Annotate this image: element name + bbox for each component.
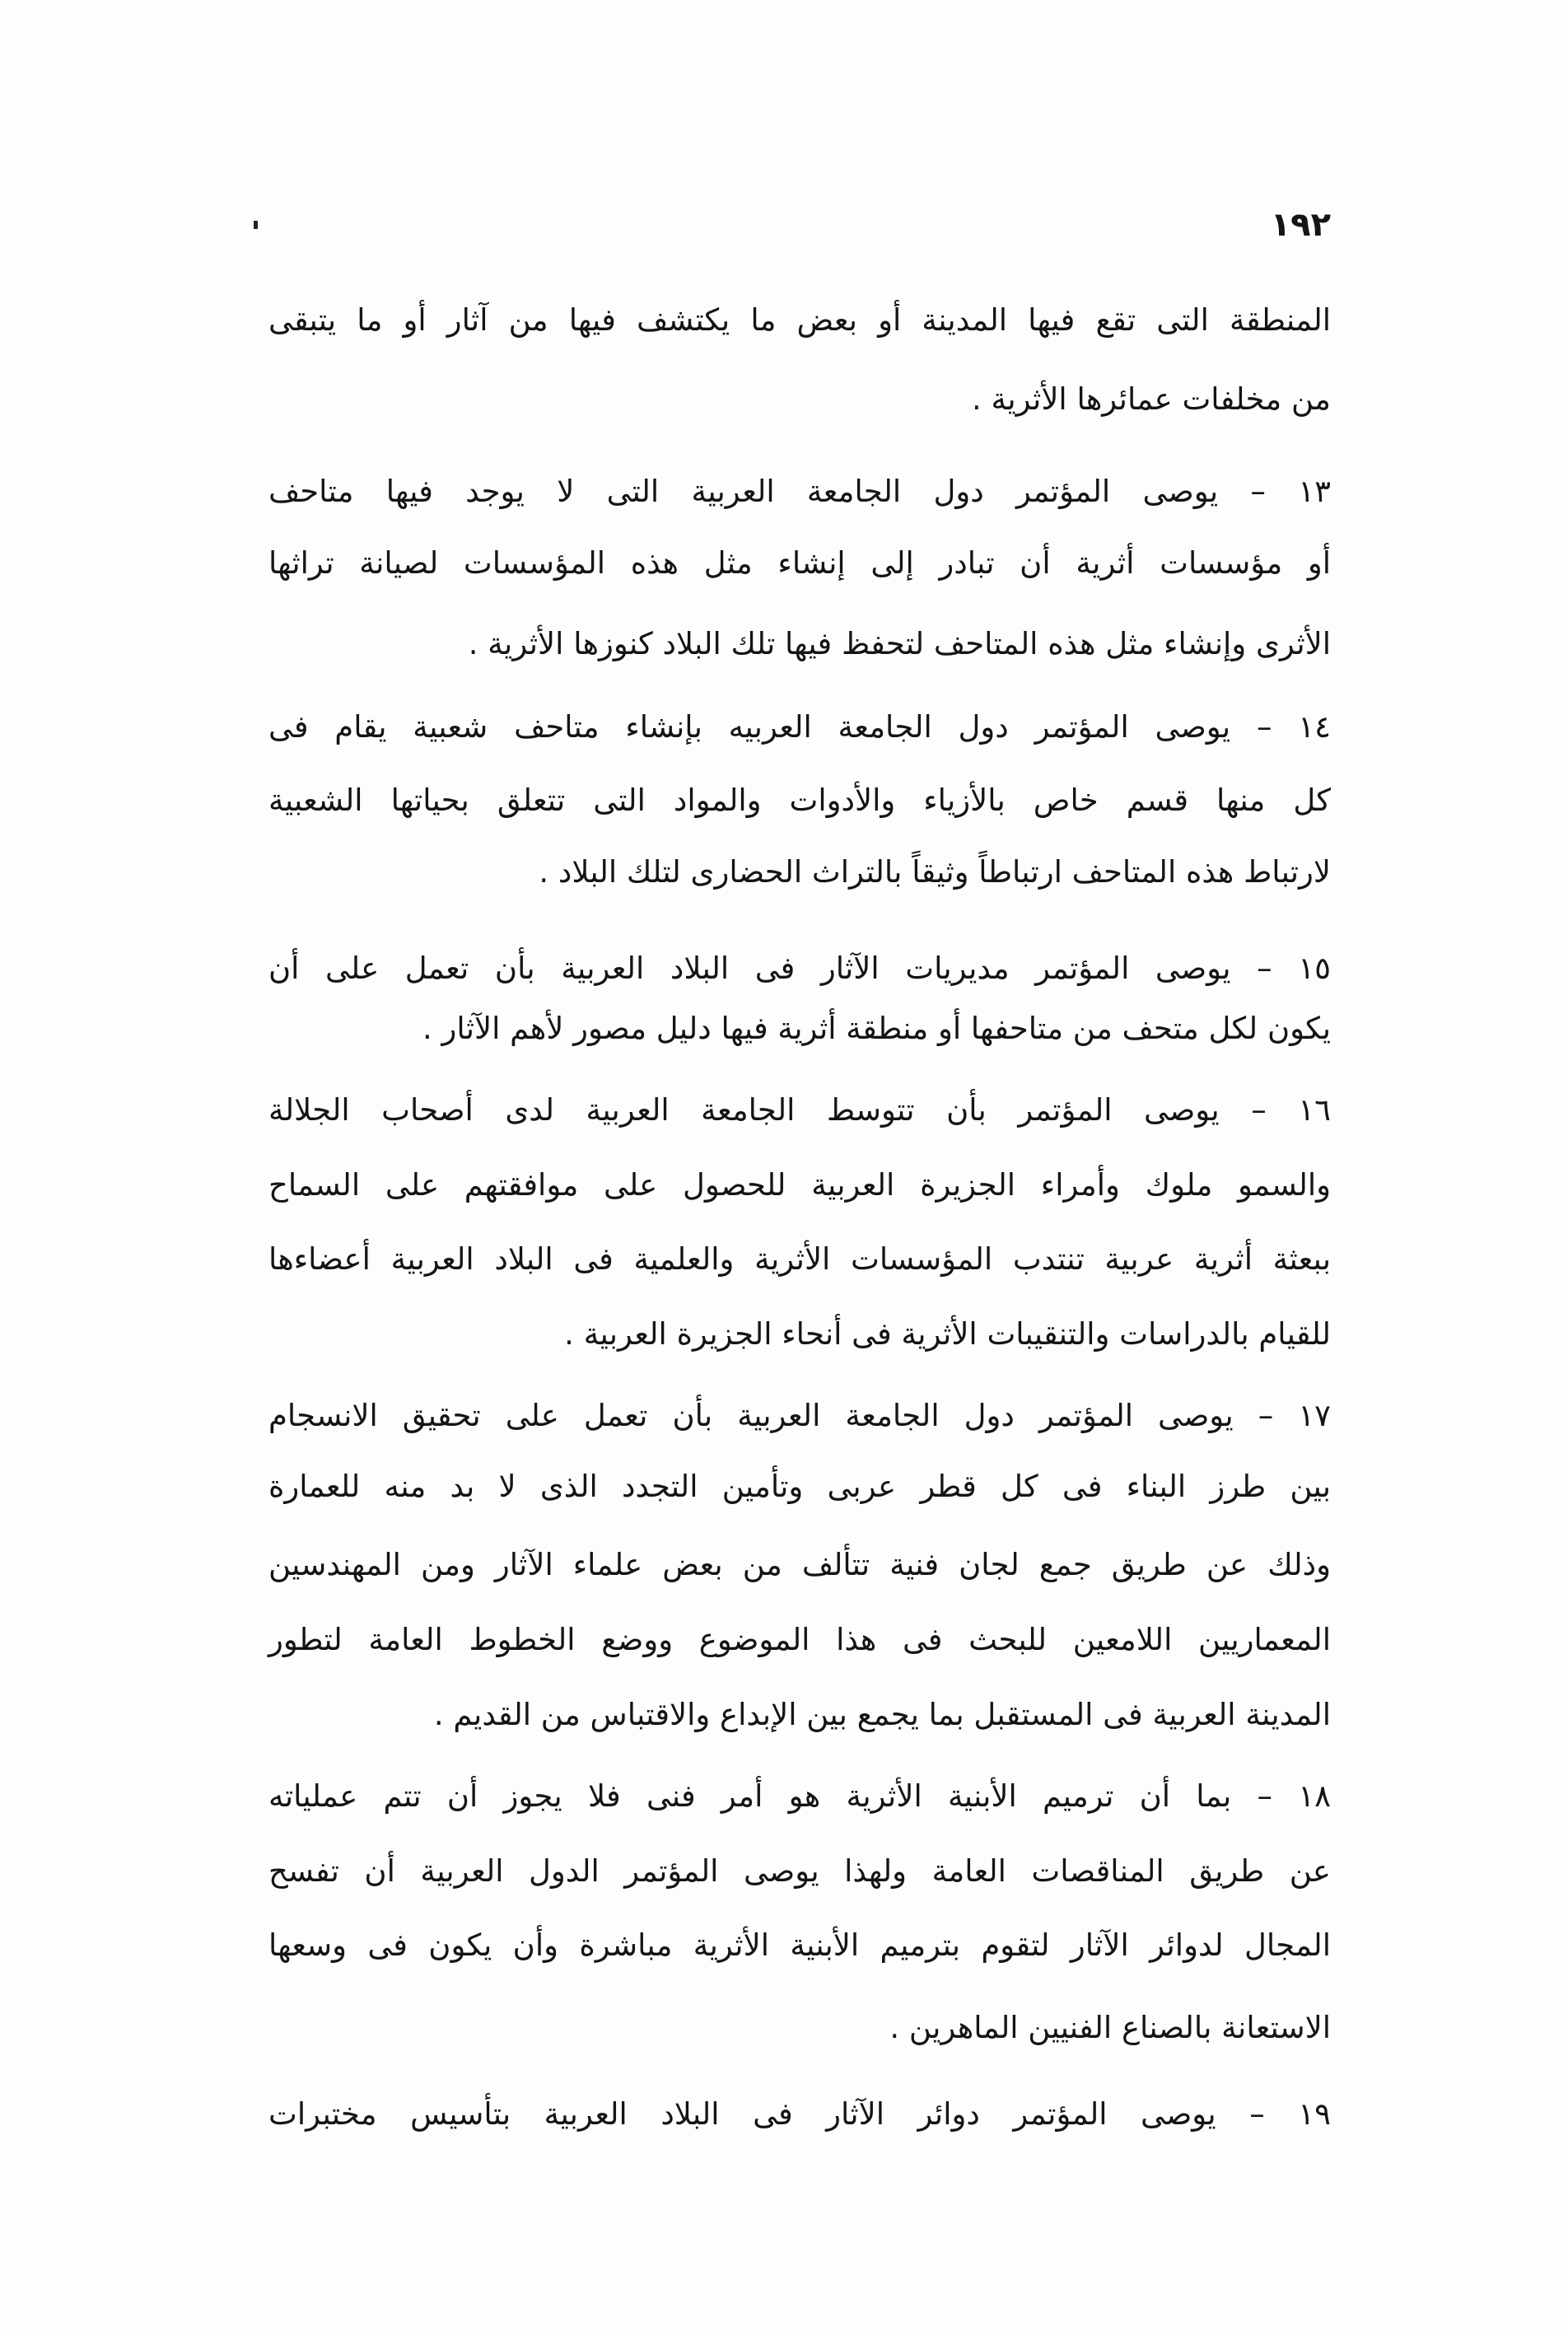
text-line: لارتباط هذه المتاحف ارتباطاً وثيقاً بالتراث الحضارى لتلك البلاد . (539, 854, 1331, 890)
text-line: ١٥ – يوصى المؤتمر مديريات الآثار فى البلاد العربية بأن تعمل على أن (268, 951, 1331, 986)
text-line: بين طرز البناء فى كل قطر عربى وتأمين التجدد الذى لا بد منه للعمارة (268, 1469, 1331, 1504)
text-line: ١٨ – بما أن ترميم الأبنية الأثرية هو أمر فنى فلا يجوز أن تتم عملياته (268, 1778, 1331, 1814)
text-line: المجال لدوائر الآثار لتقوم بترميم الأبنية الأثرية مباشرة وأن يكون فى وسعها (268, 1927, 1331, 1963)
text-line: الاستعانة بالصناع الفنيين الماهرين . (889, 2010, 1331, 2045)
text-line: المدينة العربية فى المستقبل بما يجمع بين الإبداع والاقتباس من القديم . (433, 1697, 1331, 1732)
text-line: ١٦ – يوصى المؤتمر بأن تتوسط الجامعة العربية لدى أصحاب الجلالة (268, 1092, 1331, 1128)
text-line: للقيام بالدراسات والتنقيبات الأثرية فى أنحاء الجزيرة العربية . (564, 1316, 1331, 1352)
text-line: من مخلفات عمائرها الأثرية . (971, 381, 1331, 417)
text-line: ١٩ – يوصى المؤتمر دوائر الآثار فى البلاد العربية بتأسيس مختبرات (268, 2096, 1331, 2132)
text-line: المعماريين اللامعين للبحث فى هذا الموضوع ووضع الخطوط العامة لتطور (268, 1622, 1331, 1657)
text-line: المنطقة التى تقع فيها المدينة أو بعض ما يكتشف فيها من آثار أو ما يتبقى (268, 302, 1331, 338)
text-line: ١٤ – يوصى المؤتمر دول الجامعة العربيه بإنشاء متاحف شعبية يقام فى (268, 709, 1331, 745)
text-line: ببعثة أثرية عربية تنتدب المؤسسات الأثرية والعلمية فى البلاد العربية أعضاءها (268, 1241, 1331, 1277)
text-line: كل منها قسم خاص بالأزياء والأدوات والمواد التى تتعلق بحياتها الشعبية (268, 783, 1331, 818)
text-line: والسمو ملوك وأمراء الجزيرة العربية للحصول على موافقتهم على السماح (268, 1167, 1331, 1203)
text-line: يكون لكل متحف من متاحفها أو منطقة أثرية فيها دليل مصور لأهم الآثار . (422, 1011, 1331, 1046)
margin-mark (254, 221, 258, 229)
text-line: وذلك عن طريق جمع لجان فنية تتألف من بعض علماء الآثار ومن المهندسين (268, 1547, 1331, 1582)
text-line: ١٧ – يوصى المؤتمر دول الجامعة العربية بأن تعمل على تحقيق الانسجام (268, 1398, 1331, 1433)
text-line: أو مؤسسات أثرية أن تبادر إلى إنشاء مثل هذه المؤسسات لصيانة تراثها (268, 545, 1331, 581)
text-line: عن طريق المناقصات العامة ولهذا يوصى المؤتمر الدول العربية أن تفسح (268, 1853, 1331, 1889)
text-line: ١٣ – يوصى المؤتمر دول الجامعة العربية التى لا يوجد فيها متاحف (268, 474, 1331, 509)
text-line: الأثرى وإنشاء مثل هذه المتاحف لتحفظ فيها تلك البلاد كنوزها الأثرية . (468, 626, 1331, 661)
page-number: ١٩٢ (1270, 206, 1331, 244)
